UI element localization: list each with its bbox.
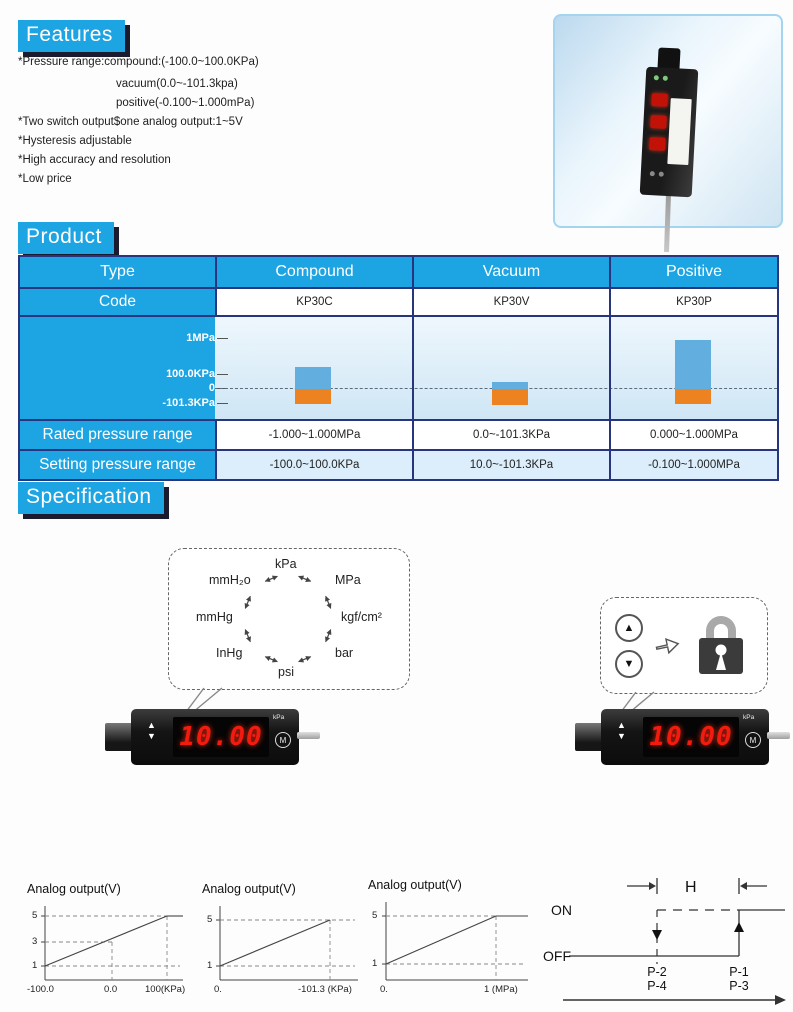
code-kp30c: KP30C — [296, 296, 333, 308]
unit-mpa: MPa — [335, 573, 361, 587]
graph-plot — [15, 902, 187, 984]
sensor-cable — [767, 732, 790, 739]
feature-item: *Two switch output$one analog output:1~5V — [18, 116, 243, 128]
pressure-sensor-right — [575, 696, 790, 776]
adjust-buttons — [617, 721, 626, 741]
unit-bar: bar — [335, 646, 354, 660]
hysteresis-plot — [535, 872, 790, 1008]
display-value: 10.00 — [649, 722, 733, 752]
graph-title: Analog output(V) — [27, 882, 121, 896]
product-heading-label: Product — [26, 225, 102, 248]
p3-label: P-3 — [729, 979, 749, 993]
column-divider — [609, 317, 611, 419]
unit-mmh2o: mmH₂o — [209, 573, 251, 587]
specification-heading-label: Specification — [26, 485, 152, 508]
rated-compound: -1.000~1.000MPa — [268, 429, 361, 441]
axis-tick-zero: 0 — [208, 382, 215, 394]
sensor-housing — [601, 709, 769, 765]
pressure-range-chart-row — [20, 315, 777, 419]
digital-display — [643, 717, 739, 757]
sensor-housing — [131, 709, 299, 765]
lock-icon — [693, 610, 753, 680]
rightwards-white-arrow-icon — [653, 632, 683, 656]
positive-positive-bar — [675, 340, 711, 389]
graph-title: Analog output(V) — [202, 882, 296, 896]
xtick: 100(KPa) — [145, 984, 186, 995]
display-unit-label: kPa — [273, 714, 285, 721]
h-label: H — [685, 879, 697, 896]
product-table — [18, 255, 779, 481]
led-indicator — [663, 76, 668, 81]
off-label: OFF — [543, 948, 571, 964]
up-button-icon — [615, 614, 643, 642]
unit-mmhg: mmHg — [196, 610, 233, 624]
display-digit — [651, 93, 668, 107]
feature-item: *Low price — [18, 173, 72, 185]
axis-tick-1mpa: 1MPa — [186, 332, 215, 344]
setting-range-label: Setting pressure range — [39, 456, 196, 473]
button-dot — [659, 172, 664, 177]
unit-kgfcm2: kgf/cm² — [341, 610, 382, 624]
hysteresis-diagram — [535, 872, 790, 1008]
adjust-buttons — [147, 721, 156, 741]
led-indicator — [654, 75, 659, 80]
key-lock-bubble — [600, 597, 768, 694]
down-button-icon — [615, 650, 643, 678]
rated-range-label: Rated pressure range — [42, 426, 193, 443]
col-header-compound: Compound — [275, 263, 354, 280]
features-heading-label: Features — [26, 23, 113, 46]
setting-vacuum: 10.0~-101.3KPa — [469, 459, 554, 471]
rated-vacuum: 0.0~-101.3KPa — [472, 429, 551, 441]
vacuum-negative-bar — [492, 389, 528, 405]
ytick: 3 — [32, 936, 38, 947]
sensor-cable — [297, 732, 320, 739]
ytick: 1 — [207, 960, 213, 971]
digital-display — [173, 717, 269, 757]
features-heading — [18, 20, 125, 52]
down-arrow-icon: ▼ — [147, 731, 156, 741]
feature-item: *Pressure range:compound:(-100.0~100.0KPa) — [18, 56, 259, 68]
down-arrow-icon: ▼ — [617, 731, 626, 741]
table-header-row — [20, 257, 777, 287]
code-kp30p: KP30P — [676, 296, 712, 308]
down-arrow-icon: ▼ — [623, 658, 635, 670]
feature-item: *Hysteresis adjustable — [18, 135, 132, 147]
product-label — [667, 98, 691, 165]
setting-compound: -100.0~100.0KPa — [269, 459, 360, 471]
xtick: 1 (MPa) — [484, 984, 518, 995]
analog-graph-compound — [15, 882, 187, 1004]
rated-positive: 0.000~1.000MPa — [650, 429, 738, 441]
col-header-vacuum: Vacuum — [482, 263, 541, 280]
ytick: 5 — [207, 914, 213, 925]
specification-heading — [18, 482, 164, 514]
unit-kpa: kPa — [275, 557, 297, 571]
code-row-label: Code — [98, 293, 137, 310]
tick-mark — [217, 338, 228, 339]
display-digit — [649, 137, 666, 151]
compound-negative-bar — [295, 389, 331, 404]
display-value: 10.00 — [179, 722, 263, 752]
setting-positive: -0.100~1.000MPa — [648, 459, 740, 471]
tick-mark — [217, 403, 228, 404]
graph-plot — [190, 902, 362, 984]
display-digit — [650, 115, 667, 129]
sensor-body — [640, 67, 699, 198]
pressure-sensor-left — [105, 696, 320, 776]
product-photo — [553, 14, 783, 228]
positive-negative-bar — [675, 389, 711, 404]
unit-selection-bubble — [168, 548, 410, 690]
feature-item: vacuum(0.0~-101.3kpa) — [116, 78, 238, 90]
product-heading — [18, 222, 114, 254]
xtick: 0.0 — [104, 984, 118, 995]
xtick: 0. — [380, 984, 388, 995]
compound-positive-bar — [295, 367, 331, 389]
on-label: ON — [551, 902, 572, 918]
column-divider — [412, 317, 414, 419]
col-header-type: Type — [100, 263, 135, 280]
up-arrow-icon: ▲ — [617, 720, 626, 730]
feature-item: positive(-0.100~1.000mPa) — [116, 97, 255, 109]
unit-psi: psi — [278, 665, 294, 679]
mode-button: M — [745, 732, 761, 748]
graph-title: Analog output(V) — [368, 878, 462, 892]
display-unit-label: kPa — [743, 714, 755, 721]
axis-tick-100kpa: 100.0KPa — [166, 368, 215, 380]
analog-graph-positive — [358, 878, 534, 1004]
xtick: 0. — [214, 984, 222, 995]
up-arrow-icon: ▲ — [147, 720, 156, 730]
sensor-cable — [664, 194, 671, 252]
xtick: -101.3 (KPa) — [298, 984, 352, 995]
ytick: 5 — [372, 910, 378, 921]
table-code-row — [20, 287, 777, 315]
p2-label: P-2 — [647, 965, 667, 979]
graph-plot — [358, 900, 534, 984]
p4-label: P-4 — [647, 979, 667, 993]
button-dot — [650, 171, 655, 176]
analog-graph-vacuum — [190, 882, 362, 1004]
setting-range-row — [20, 449, 777, 479]
rated-range-row — [20, 419, 777, 449]
tick-mark — [217, 374, 228, 375]
mode-button: M — [275, 732, 291, 748]
code-kp30v: KP30V — [493, 296, 530, 308]
col-header-positive: Positive — [665, 263, 723, 280]
up-arrow-icon: ▲ — [623, 622, 635, 634]
vacuum-positive-bar — [492, 382, 528, 389]
ytick: 1 — [372, 958, 378, 969]
ytick: 5 — [32, 910, 38, 921]
p1-label: P-1 — [729, 965, 749, 979]
unit-inhg: InHg — [216, 646, 243, 660]
feature-item: *High accuracy and resolution — [18, 154, 171, 166]
ytick: 1 — [32, 960, 38, 971]
axis-tick-neg101: -101.3KPa — [162, 397, 215, 409]
xtick: -100.0 — [27, 984, 54, 995]
